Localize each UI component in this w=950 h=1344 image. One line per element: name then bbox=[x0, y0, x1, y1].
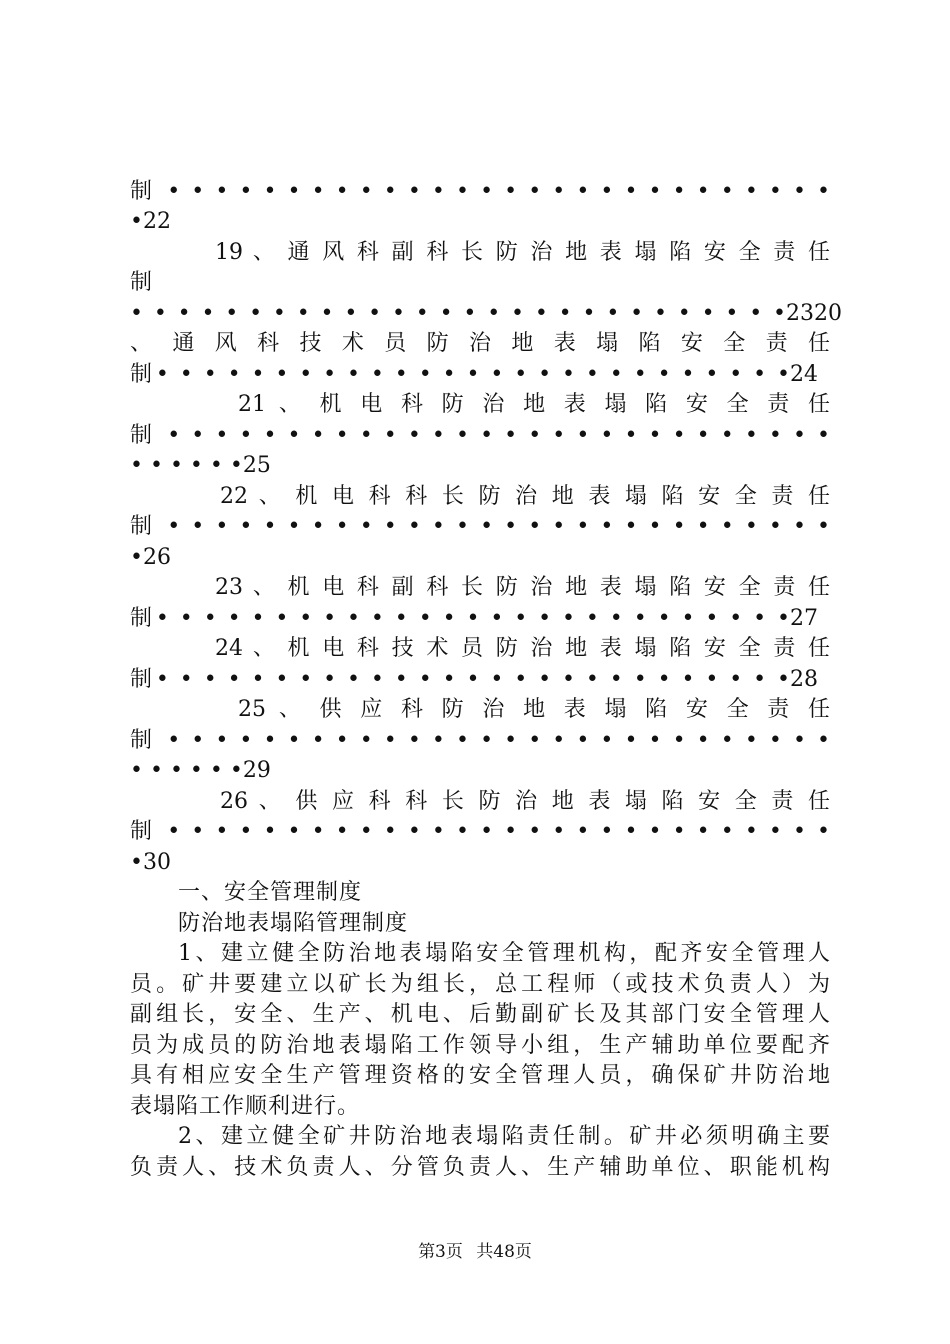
page-footer bbox=[0, 1240, 950, 1264]
toc-line: 制• • • • • • • • • • • • • • • • • • • • • • • • • • •28 bbox=[130, 667, 818, 692]
body-line: 负责人、技术负责人、分管负责人、生产辅助单位、职能机构 bbox=[130, 1155, 830, 1180]
body-line: 副组长，安全、生产、机电、后勤副矿长及其部门安全管理人 bbox=[130, 1002, 830, 1027]
toc-line: 制 • • • • • • • • • • • • • • • • • • • • • • • • • • • • bbox=[130, 514, 830, 539]
body-line: 员为成员的防治地表塌陷工作领导小组，生产辅助单位要配齐 bbox=[130, 1033, 830, 1058]
toc-line: 24 、 机 电 科 技 术 员 防 治 地 表 塌 陷 安 全 责 任 bbox=[215, 636, 830, 661]
body-line: 2、建立健全矿井防治地表塌陷责任制。矿井必须明确主要 bbox=[178, 1124, 830, 1149]
toc-line: 22 、 机 电 科 科 长 防 治 地 表 塌 陷 安 全 责 任 bbox=[220, 484, 830, 509]
body-line: 具有相应安全生产管理资格的安全管理人员，确保矿井防治地 bbox=[130, 1063, 830, 1088]
total-pages: 共48页 bbox=[476, 1242, 532, 1262]
toc-line: 21 、 机 电 科 防 治 地 表 塌 陷 安 全 责 任 bbox=[238, 392, 830, 417]
toc-line: • • • • • •25 bbox=[130, 453, 271, 478]
toc-line: 制 • • • • • • • • • • • • • • • • • • • • • • • • • • • • bbox=[130, 423, 830, 448]
subsection-heading: 防治地表塌陷管理制度 bbox=[178, 911, 409, 936]
toc-line: 制 • • • • • • • • • • • • • • • • • • • • • • • • • • • • bbox=[130, 179, 830, 204]
toc-line: 制 • • • • • • • • • • • • • • • • • • • • • • • • • • • • bbox=[130, 819, 830, 844]
body-line: 员。矿井要建立以矿长为组长，总工程师（或技术负责人）为 bbox=[130, 972, 830, 997]
toc-line: 25 、 供 应 科 防 治 地 表 塌 陷 安 全 责 任 bbox=[238, 697, 830, 722]
toc-line: •22 bbox=[130, 209, 171, 234]
toc-line: •30 bbox=[130, 850, 171, 875]
body-line: 1、建立健全防治地表塌陷安全管理机构，配齐安全管理人 bbox=[178, 941, 830, 966]
toc-line: 制• • • • • • • • • • • • • • • • • • • • • • • • • • •24 bbox=[130, 362, 818, 387]
toc-line: 23 、 机 电 科 副 科 长 防 治 地 表 塌 陷 安 全 责 任 bbox=[215, 575, 830, 600]
toc-line: • • • • • • • • • • • • • • • • • • • • • • • • • • • •2320 bbox=[130, 301, 842, 326]
toc-line: 26 、 供 应 科 科 长 防 治 地 表 塌 陷 安 全 责 任 bbox=[220, 789, 830, 814]
toc-line: •26 bbox=[130, 545, 171, 570]
toc-line: 19 、 通 风 科 副 科 长 防 治 地 表 塌 陷 安 全 责 任 bbox=[215, 240, 830, 265]
toc-line: 制 • • • • • • • • • • • • • • • • • • • • • • • • • • • • bbox=[130, 728, 830, 753]
section-heading: 一、安全管理制度 bbox=[178, 880, 363, 905]
toc-line: 制• • • • • • • • • • • • • • • • • • • • • • • • • • •27 bbox=[130, 606, 818, 631]
toc-line: • • • • • •29 bbox=[130, 758, 271, 783]
toc-line: 、 通 风 科 技 术 员 防 治 地 表 塌 陷 安 全 责 任 bbox=[130, 331, 830, 356]
toc-line: 制 bbox=[130, 270, 153, 295]
page-number: 第3页 bbox=[418, 1242, 463, 1262]
body-line: 表塌陷工作顺利进行。 bbox=[130, 1094, 361, 1119]
